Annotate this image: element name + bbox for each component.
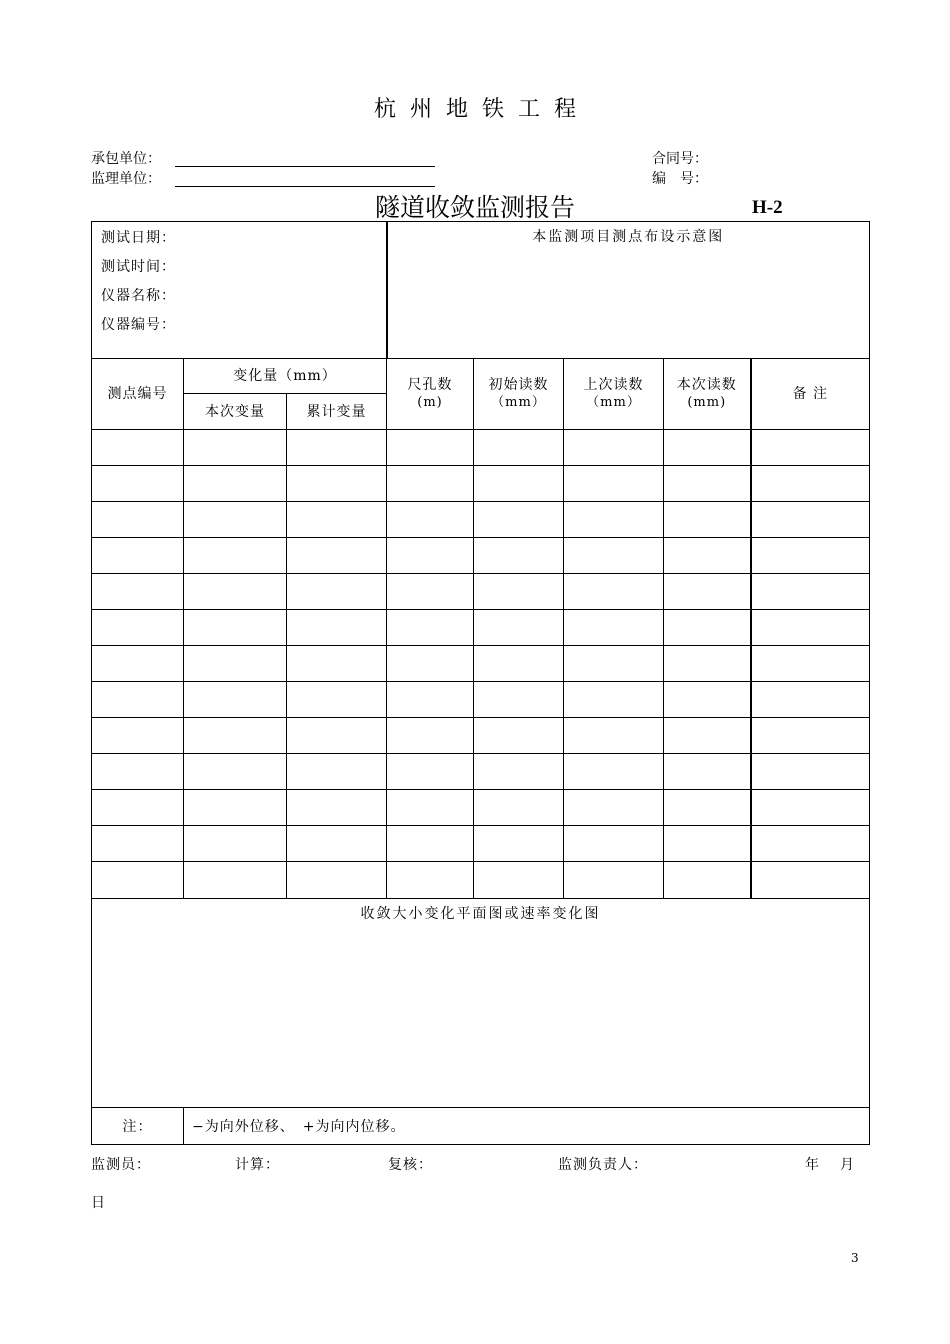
table-cell[interactable] xyxy=(287,718,387,754)
serial-no-label: 编 号： xyxy=(652,171,708,187)
table-cell[interactable] xyxy=(564,574,664,610)
table-cell[interactable] xyxy=(751,790,870,826)
table-cell[interactable] xyxy=(664,718,751,754)
table-cell[interactable] xyxy=(474,466,564,502)
table-cell[interactable] xyxy=(664,430,751,466)
chart-area[interactable] xyxy=(92,899,870,1108)
table-cell[interactable] xyxy=(387,682,474,718)
table-cell[interactable] xyxy=(474,502,564,538)
current-reading-unit: (mm) xyxy=(687,395,727,410)
table-cell[interactable] xyxy=(751,574,870,610)
table-cell[interactable] xyxy=(92,430,184,466)
table-cell[interactable] xyxy=(474,862,564,899)
table-cell[interactable] xyxy=(474,610,564,646)
table-cell[interactable] xyxy=(184,610,287,646)
table-cell[interactable] xyxy=(287,430,387,466)
report-form xyxy=(91,221,870,1145)
table-cell[interactable] xyxy=(184,862,287,899)
table-cell[interactable] xyxy=(287,610,387,646)
table-row xyxy=(92,718,870,754)
header-initial-reading xyxy=(474,359,564,430)
table-cell[interactable] xyxy=(184,466,287,502)
table-cell[interactable] xyxy=(751,538,870,574)
table-cell[interactable] xyxy=(287,574,387,610)
table-cell[interactable] xyxy=(287,826,387,862)
table-cell[interactable] xyxy=(474,826,564,862)
table-row xyxy=(92,574,870,610)
table-row xyxy=(92,466,870,502)
table-cell[interactable] xyxy=(664,646,751,682)
table-cell[interactable] xyxy=(184,574,287,610)
table-cell[interactable] xyxy=(564,610,664,646)
header-change-group: 变化量（mm） xyxy=(184,359,387,394)
table-cell[interactable] xyxy=(474,682,564,718)
table-cell[interactable] xyxy=(751,646,870,682)
table-row xyxy=(92,826,870,862)
table-cell[interactable] xyxy=(92,502,184,538)
header-remarks: 备 注 xyxy=(751,359,870,430)
table-cell[interactable] xyxy=(184,790,287,826)
table-cell[interactable] xyxy=(287,646,387,682)
year-label: 年 xyxy=(805,1157,820,1173)
table-cell[interactable] xyxy=(564,790,664,826)
current-reading-label: 本次读数 xyxy=(676,377,737,393)
table-cell[interactable] xyxy=(664,790,751,826)
table-cell[interactable] xyxy=(387,610,474,646)
table-cell[interactable] xyxy=(664,682,751,718)
header-cumulative-change: 累计变量 xyxy=(287,394,387,430)
table-cell[interactable] xyxy=(92,610,184,646)
table-cell[interactable] xyxy=(184,682,287,718)
table-cell[interactable] xyxy=(751,502,870,538)
table-cell[interactable] xyxy=(387,826,474,862)
table-cell[interactable] xyxy=(184,754,287,790)
last-reading-label: 上次读数 xyxy=(583,377,644,393)
table-row xyxy=(92,754,870,790)
form-code: H-2 xyxy=(752,197,783,218)
table-cell[interactable] xyxy=(387,502,474,538)
initial-reading-unit: （mm） xyxy=(491,395,546,410)
table-cell[interactable] xyxy=(751,682,870,718)
table-cell[interactable] xyxy=(92,466,184,502)
table-cell[interactable] xyxy=(664,502,751,538)
table-row xyxy=(92,790,870,826)
instrument-no-label: 仪器编号： xyxy=(101,317,176,333)
layout-diagram-area[interactable] xyxy=(387,222,870,359)
table-row xyxy=(92,502,870,538)
table-cell[interactable] xyxy=(92,790,184,826)
table-cell[interactable] xyxy=(664,466,751,502)
table-cell[interactable] xyxy=(564,430,664,466)
table-cell[interactable] xyxy=(751,610,870,646)
table-cell[interactable] xyxy=(387,538,474,574)
month-label: 月 xyxy=(840,1157,855,1173)
table-cell[interactable] xyxy=(751,862,870,899)
table-cell[interactable] xyxy=(387,862,474,899)
project-title: 杭州地铁工程 xyxy=(373,97,590,122)
table-cell[interactable] xyxy=(92,718,184,754)
header-point-no: 测点编号 xyxy=(92,359,184,430)
table-cell[interactable] xyxy=(664,538,751,574)
table-cell[interactable] xyxy=(664,610,751,646)
table-cell[interactable] xyxy=(387,646,474,682)
table-row xyxy=(92,430,870,466)
table-cell[interactable] xyxy=(751,466,870,502)
table-cell[interactable] xyxy=(564,862,664,899)
table-cell[interactable] xyxy=(474,646,564,682)
monitor-label: 监测员： xyxy=(91,1157,151,1173)
table-cell[interactable] xyxy=(387,574,474,610)
table-cell[interactable] xyxy=(564,718,664,754)
diagram-caption: 本监测项目测点布设示意图 xyxy=(532,229,725,245)
table-cell[interactable] xyxy=(387,718,474,754)
report-title: 隧道收敛监测报告 xyxy=(374,193,575,222)
table-cell[interactable] xyxy=(664,574,751,610)
table-cell[interactable] xyxy=(564,646,664,682)
table-cell[interactable] xyxy=(184,646,287,682)
table-cell[interactable] xyxy=(564,466,664,502)
last-reading-unit: （mm） xyxy=(586,395,641,410)
table-cell[interactable] xyxy=(474,538,564,574)
table-cell[interactable] xyxy=(664,862,751,899)
header-current-reading xyxy=(664,359,751,430)
table-row xyxy=(92,646,870,682)
table-cell[interactable] xyxy=(564,754,664,790)
test-date-label: 测试日期： xyxy=(101,230,176,246)
table-cell[interactable] xyxy=(564,538,664,574)
ruler-hole-unit: (m) xyxy=(417,395,443,410)
table-cell[interactable] xyxy=(92,862,184,899)
review-label: 复核： xyxy=(388,1157,433,1173)
note-text: −为向外位移、 +为向内位移。 xyxy=(184,1108,870,1145)
table-row xyxy=(92,538,870,574)
table-cell[interactable] xyxy=(751,754,870,790)
table-cell[interactable] xyxy=(287,790,387,826)
table-cell[interactable] xyxy=(92,538,184,574)
table-cell[interactable] xyxy=(92,754,184,790)
table-cell[interactable] xyxy=(751,430,870,466)
header-current-change: 本次变量 xyxy=(184,394,287,430)
contract-no-label: 合同号： xyxy=(652,151,708,167)
table-cell[interactable] xyxy=(387,430,474,466)
table-cell[interactable] xyxy=(184,718,287,754)
table-cell[interactable] xyxy=(474,574,564,610)
test-time-label: 测试时间： xyxy=(101,259,176,275)
table-cell[interactable] xyxy=(184,538,287,574)
table-cell[interactable] xyxy=(287,538,387,574)
table-cell[interactable] xyxy=(184,430,287,466)
table-cell[interactable] xyxy=(387,466,474,502)
table-cell[interactable] xyxy=(564,502,664,538)
instrument-name-label: 仪器名称： xyxy=(101,288,176,304)
table-cell[interactable] xyxy=(474,430,564,466)
calculation-label: 计算： xyxy=(235,1157,280,1173)
table-cell[interactable] xyxy=(387,754,474,790)
day-label: 日 xyxy=(91,1195,106,1211)
page-number: 3 xyxy=(851,1251,859,1265)
chart-caption: 收敛大小变化平面图或速率变化图 xyxy=(360,906,601,922)
table-cell[interactable] xyxy=(287,862,387,899)
table-cell[interactable] xyxy=(751,718,870,754)
ruler-hole-label: 尺孔数 xyxy=(407,377,453,393)
table-cell[interactable] xyxy=(287,502,387,538)
contractor-label: 承包单位： xyxy=(91,151,161,167)
table-cell[interactable] xyxy=(92,682,184,718)
initial-reading-label: 初始读数 xyxy=(488,377,549,393)
table-cell[interactable] xyxy=(474,754,564,790)
table-cell[interactable] xyxy=(92,646,184,682)
table-cell[interactable] xyxy=(184,826,287,862)
supervisor-label: 监理单位： xyxy=(91,171,161,187)
table-cell[interactable] xyxy=(184,502,287,538)
table-cell[interactable] xyxy=(664,826,751,862)
table-cell[interactable] xyxy=(287,754,387,790)
responsible-label: 监测负责人： xyxy=(558,1157,648,1173)
table-cell[interactable] xyxy=(474,718,564,754)
table-cell[interactable] xyxy=(564,826,664,862)
table-cell[interactable] xyxy=(387,790,474,826)
table-row xyxy=(92,610,870,646)
table-row xyxy=(92,862,870,899)
test-info-cell xyxy=(92,222,387,359)
supervisor-field[interactable] xyxy=(175,186,435,187)
table-cell[interactable] xyxy=(474,790,564,826)
table-cell[interactable] xyxy=(751,826,870,862)
table-cell[interactable] xyxy=(287,466,387,502)
table-cell[interactable] xyxy=(564,682,664,718)
table-row xyxy=(92,682,870,718)
header-ruler-holes xyxy=(387,359,474,430)
table-cell[interactable] xyxy=(287,682,387,718)
table-cell[interactable] xyxy=(92,574,184,610)
table-cell[interactable] xyxy=(664,754,751,790)
header-last-reading xyxy=(564,359,664,430)
note-label: 注： xyxy=(92,1108,184,1145)
table-cell[interactable] xyxy=(92,826,184,862)
contractor-field[interactable] xyxy=(175,166,435,167)
